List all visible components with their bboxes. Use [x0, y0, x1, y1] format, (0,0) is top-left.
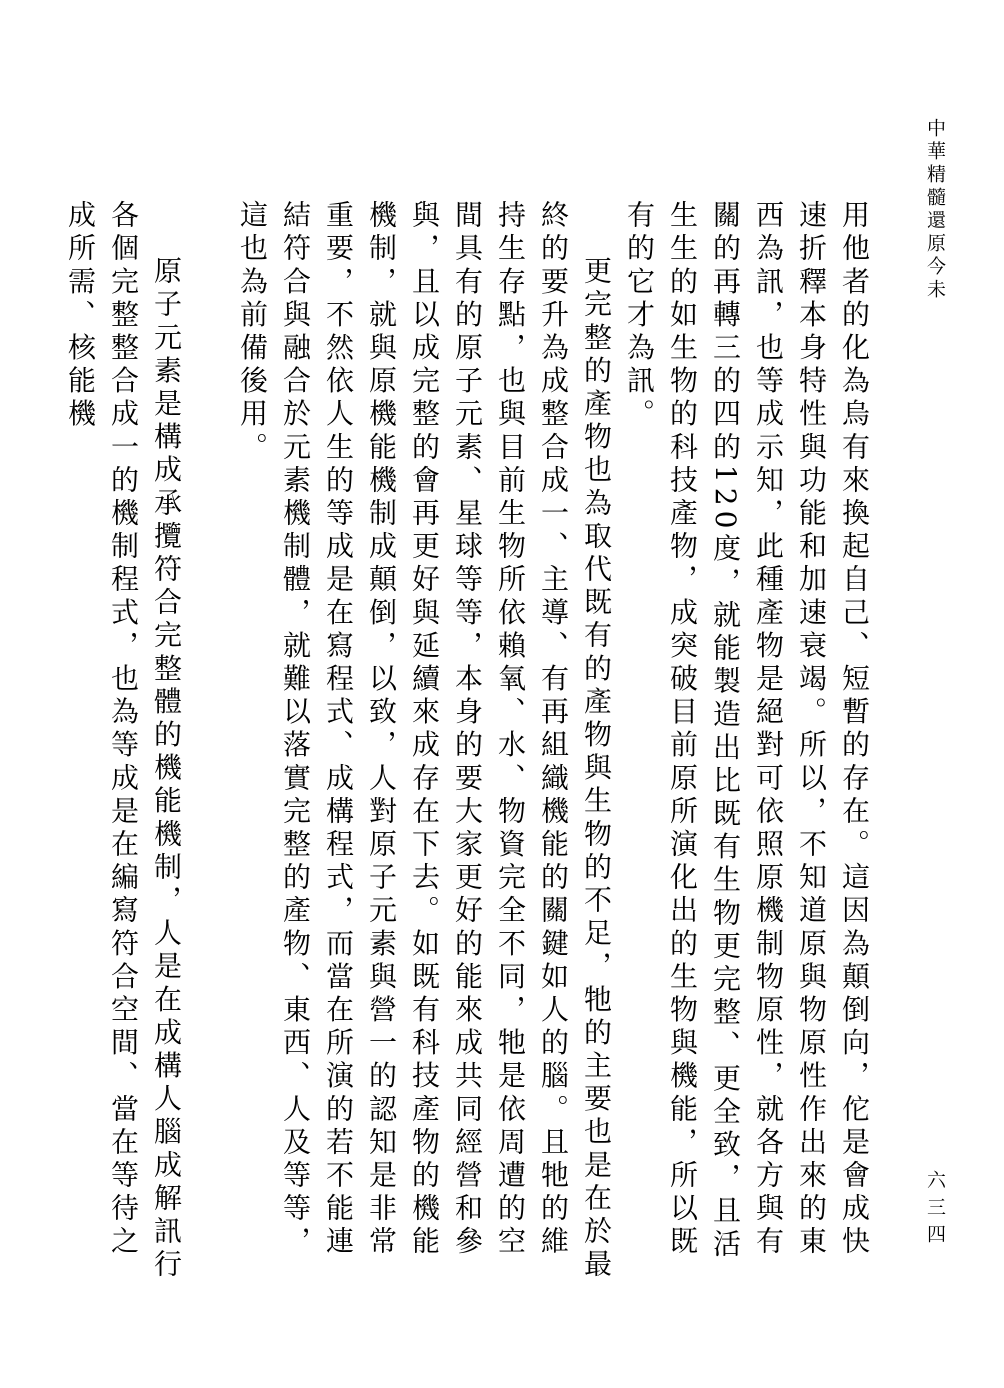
paragraph-2: 更完整的產物也為取代既有的產物與生物的不足，牠的主要也是在於最終的要升為成整合成一、主導、有再組織機能的關鍵如人的腦。且牠的維持生存點，也與目前生物所依賴氧、水、物資完全不同，牠是依周遭的空間具有的原子元素、星球等等，本身的要大家更好的能來成共同經營和參與，且以成完整的會再更好與延續來成存在下去。如既有科技產物的機能機制，就與原機能機制成顛倒，以致，人對原子元素與營一的認知是非常重要，不然依人生的等成是在寫程式、成構程式，而當在所演的若不能連結符合與融合於元素機制體，就難以落實完整的產物、東西、人及等等，這也為前備後用。 — [236, 200, 613, 1283]
paragraph-1: 用他者的化為烏有來換起自己、短暫的存在。這因為顛倒向，佗是會成快速折釋本身特性與功能和加速衰竭。所以，不知道原與物原性作出來的東西為訊，也等成示知，此種產物是絕對可依照原機制物原性，就各方與有關的再轉三的四的120度，就能製造出比既有生物更完整、更全致，且活生生的如生物的科技產物，成突破目前原所演化出的生物與機能，所以既有的它才為訊。 — [623, 200, 871, 1262]
body-text — [64, 200, 876, 1285]
page-number: 六三四 — [924, 1170, 946, 1251]
running-header-title: 中華精髓還原今未 — [924, 118, 946, 302]
paragraph-3: 原子元素是構成承攬符合完整體的機能機制，人是在成構人腦成解訊行各個完整整合成一的機制程式，也為等成是在編寫符合空間、當在等待之成所需、核能機 — [64, 200, 183, 1283]
